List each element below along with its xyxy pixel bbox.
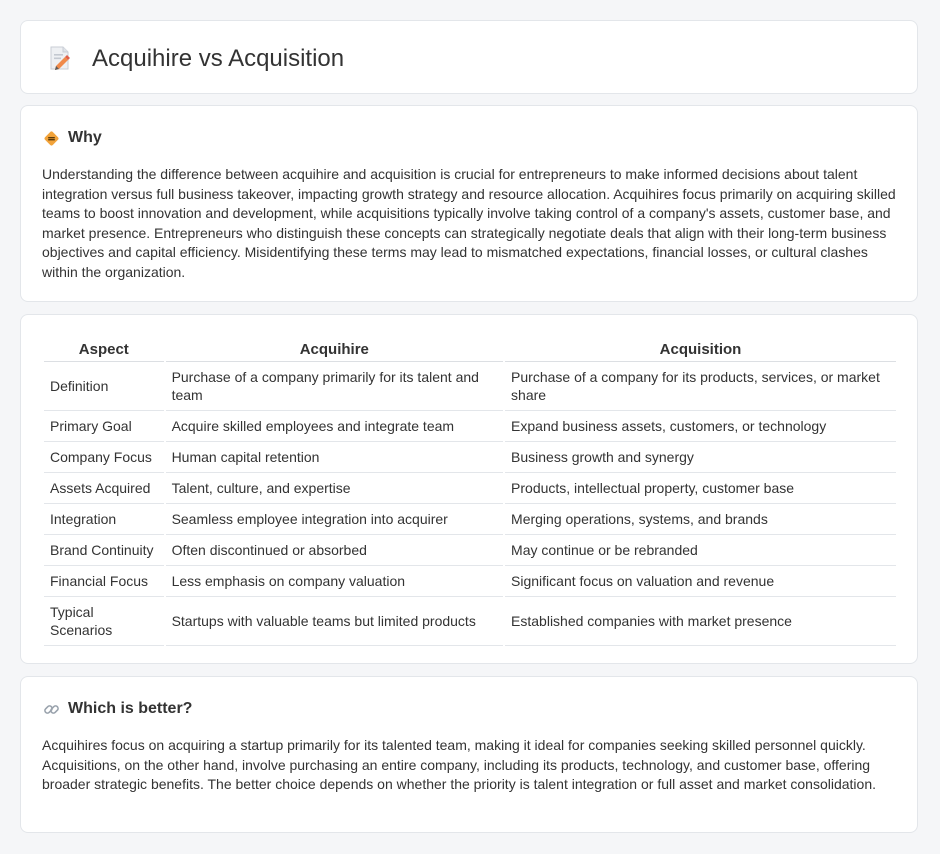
aspect-cell: Definition — [44, 362, 164, 411]
acquihire-cell: Startups with valuable teams but limited products — [166, 597, 503, 646]
table-row — [44, 535, 896, 566]
aspect-cell: Primary Goal — [44, 411, 164, 442]
why-title: Why — [68, 129, 102, 146]
comparison-table — [42, 335, 898, 646]
document-pencil-icon — [47, 45, 73, 71]
comparison-card — [20, 314, 918, 664]
table-row — [44, 442, 896, 473]
table-row — [44, 504, 896, 535]
link-icon — [43, 701, 60, 718]
better-heading — [43, 699, 192, 719]
table-header-row — [44, 335, 896, 362]
acquisition-cell: Merging operations, systems, and brands — [505, 504, 896, 535]
acquihire-cell: Acquire skilled employees and integrate team — [166, 411, 503, 442]
acquisition-cell: May continue or be rebranded — [505, 535, 896, 566]
acquisition-cell: Products, intellectual property, customer base — [505, 473, 896, 504]
acquisition-cell: Expand business assets, customers, or technology — [505, 411, 896, 442]
acquihire-cell: Human capital retention — [166, 442, 503, 473]
table-row — [44, 411, 896, 442]
table-row — [44, 597, 896, 646]
acquisition-cell: Significant focus on valuation and revenue — [505, 566, 896, 597]
page-title: Acquihire vs Acquisition — [92, 45, 345, 72]
which-better-card — [20, 676, 918, 833]
table-row — [44, 566, 896, 597]
aspect-cell: Typical Scenarios — [44, 597, 164, 646]
acquihire-cell: Talent, culture, and expertise — [166, 473, 503, 504]
header-acquisition: Acquisition — [505, 335, 896, 362]
aspect-cell: Company Focus — [44, 442, 164, 473]
aspect-cell: Assets Acquired — [44, 473, 164, 504]
acquisition-cell: Business growth and synergy — [505, 442, 896, 473]
table-row — [44, 362, 896, 411]
why-text: Understanding the difference between acquihire and acquisition is crucial for entrepreneurs to make informed decisions about talent integration versus full business takeover, impacting growth strategy and resource allocation. Acquihires focus primarily on acquiring skilled teams to boost innovation and development, while acquisitions typically involve taking control of a company's assets, customer base, and market presence. Entrepreneurs who distinguish these concepts can strategically negotiate deals that align with their long-term business objectives and capital efficiency. Misidentifying these terms may lead to mismatched expectations, financial losses, or cultural clashes within the organization. — [42, 166, 896, 280]
aspect-cell: Integration — [44, 504, 164, 535]
acquihire-cell: Less emphasis on company valuation — [166, 566, 503, 597]
better-text: Acquihires focus on acquiring a startup primarily for its talented team, making it ideal for companies seeking skilled personnel quickly. Acquisitions, on the other hand, involve purchasing an entire company, including its products, technology, and customer base, offering broader strategic benefits. The better choice depends on whether the priority is talent integration or full asset and market consolidation. — [42, 737, 876, 792]
why-card — [20, 105, 918, 302]
table-row — [44, 473, 896, 504]
diamond-sign-icon — [43, 130, 60, 147]
acquisition-cell: Purchase of a company for its products, services, or market share — [505, 362, 896, 411]
aspect-cell: Financial Focus — [44, 566, 164, 597]
header-aspect: Aspect — [44, 335, 164, 362]
acquihire-cell: Seamless employee integration into acquirer — [166, 504, 503, 535]
header-card — [20, 20, 918, 94]
why-heading — [43, 128, 102, 148]
acquisition-cell: Established companies with market presence — [505, 597, 896, 646]
header-acquihire: Acquihire — [166, 335, 503, 362]
acquihire-cell: Purchase of a company primarily for its talent and team — [166, 362, 503, 411]
aspect-cell: Brand Continuity — [44, 535, 164, 566]
acquihire-cell: Often discontinued or absorbed — [166, 535, 503, 566]
better-title: Which is better? — [68, 700, 193, 717]
